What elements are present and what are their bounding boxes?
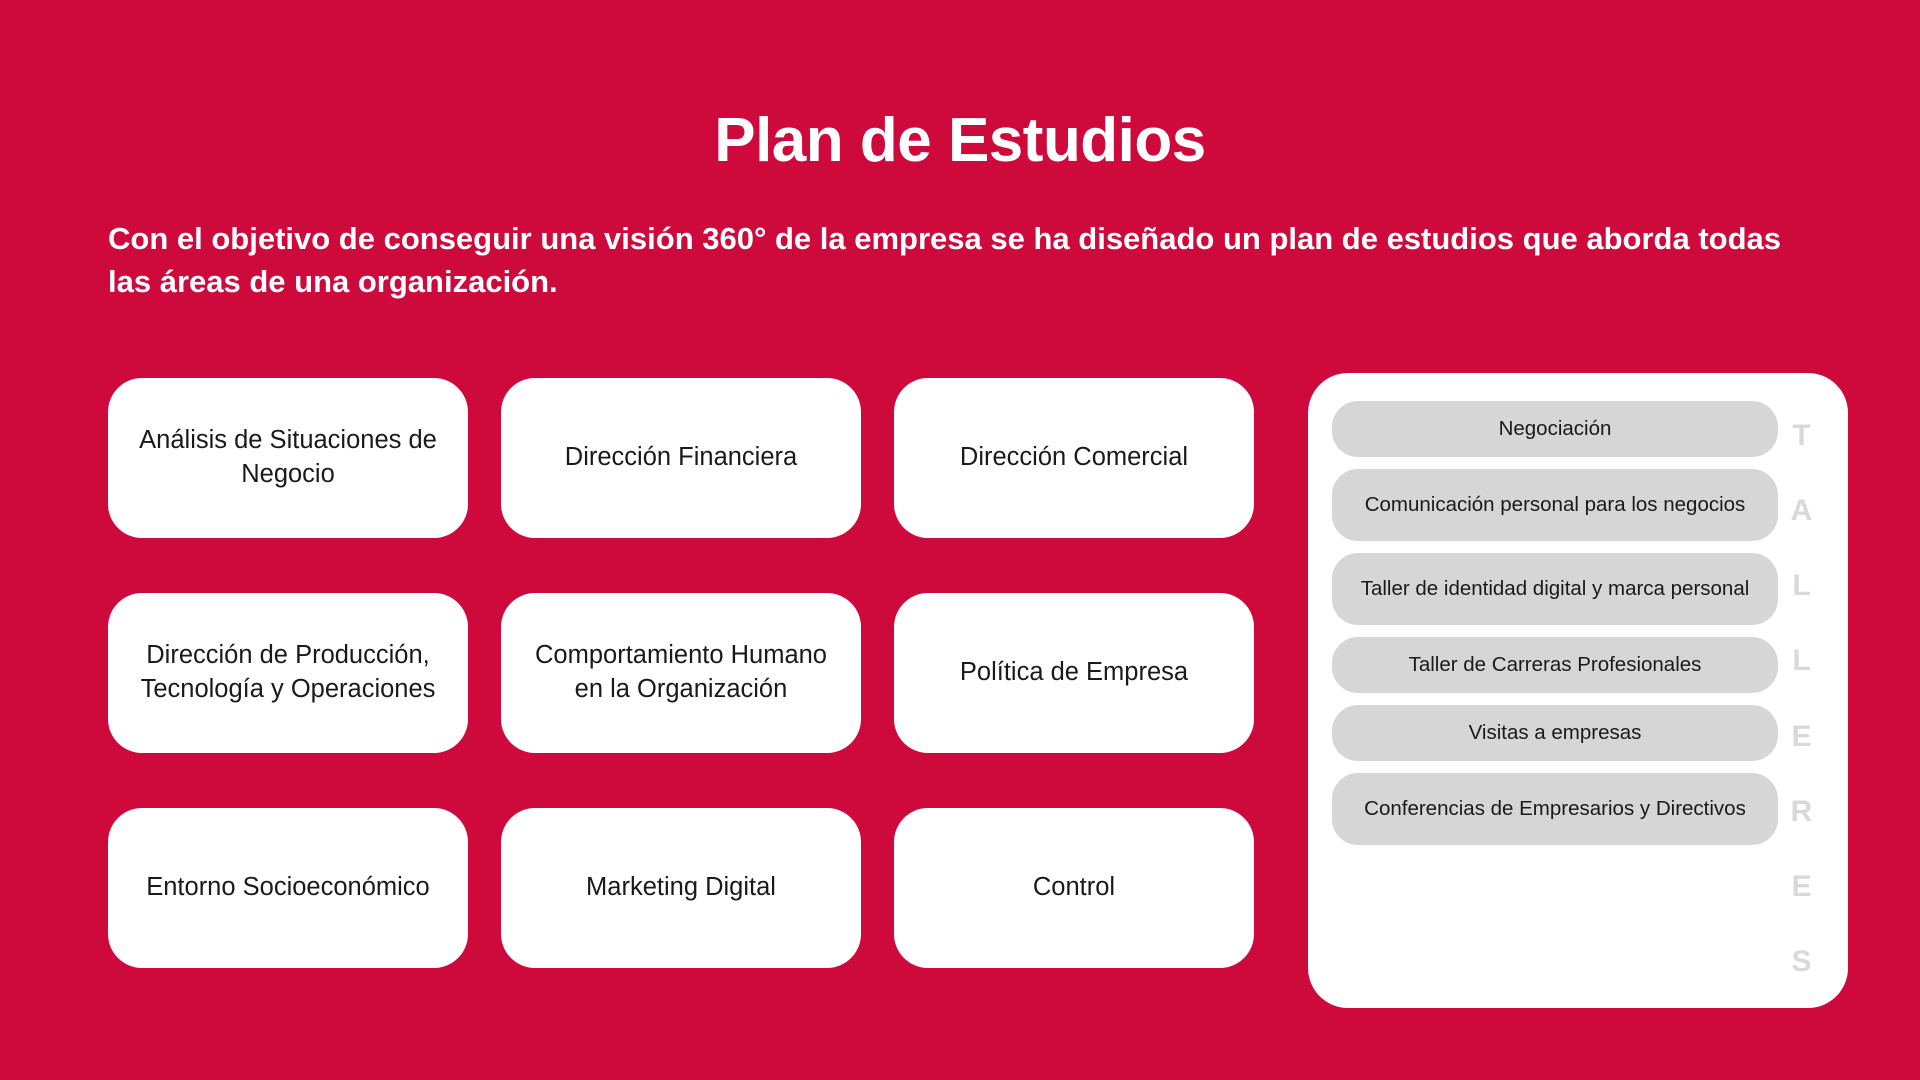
workshop-item: Visitas a empresas (1332, 705, 1778, 761)
vertical-letter: R (1790, 794, 1814, 828)
vertical-letter: E (1791, 719, 1813, 753)
vertical-letter: S (1791, 944, 1813, 978)
subject-card: Dirección de Producción, Tecnología y Operaciones (108, 593, 468, 753)
workshop-item: Comunicación personal para los negocios (1332, 469, 1778, 541)
workshops-vertical-label (1782, 419, 1822, 979)
page-title: Plan de Estudios (714, 106, 1206, 175)
page-subtitle: Con el objetivo de conseguir una visión 360° de la empresa se ha diseñado un plan de estudios que aborda todas las áreas de una organización. (108, 221, 1782, 299)
subjects-grid (108, 378, 1263, 968)
vertical-letter: L (1792, 569, 1812, 603)
workshop-item: Negociación (1332, 401, 1778, 457)
subject-card: Entorno Socioeconómico (108, 808, 468, 968)
subject-card: Análisis de Situaciones de Negocio (108, 378, 468, 538)
vertical-letter: T (1792, 419, 1812, 452)
subject-card: Control (894, 808, 1254, 968)
subject-card: Política de Empresa (894, 593, 1254, 753)
subject-card: Marketing Digital (501, 808, 861, 968)
vertical-letter: A (1790, 494, 1814, 528)
vertical-letter: L (1792, 644, 1812, 678)
workshops-panel (1308, 373, 1848, 1008)
workshop-item: Taller de identidad digital y marca personal (1332, 553, 1778, 625)
vertical-letter: E (1791, 869, 1813, 903)
subject-card: Comportamiento Humano en la Organización (501, 593, 861, 753)
subject-card: Dirección Financiera (501, 378, 861, 538)
workshops-list (1332, 401, 1778, 980)
workshop-item: Conferencias de Empresarios y Directivos (1332, 773, 1778, 845)
workshop-item: Taller de Carreras Profesionales (1332, 637, 1778, 693)
subject-card: Dirección Comercial (894, 378, 1254, 538)
